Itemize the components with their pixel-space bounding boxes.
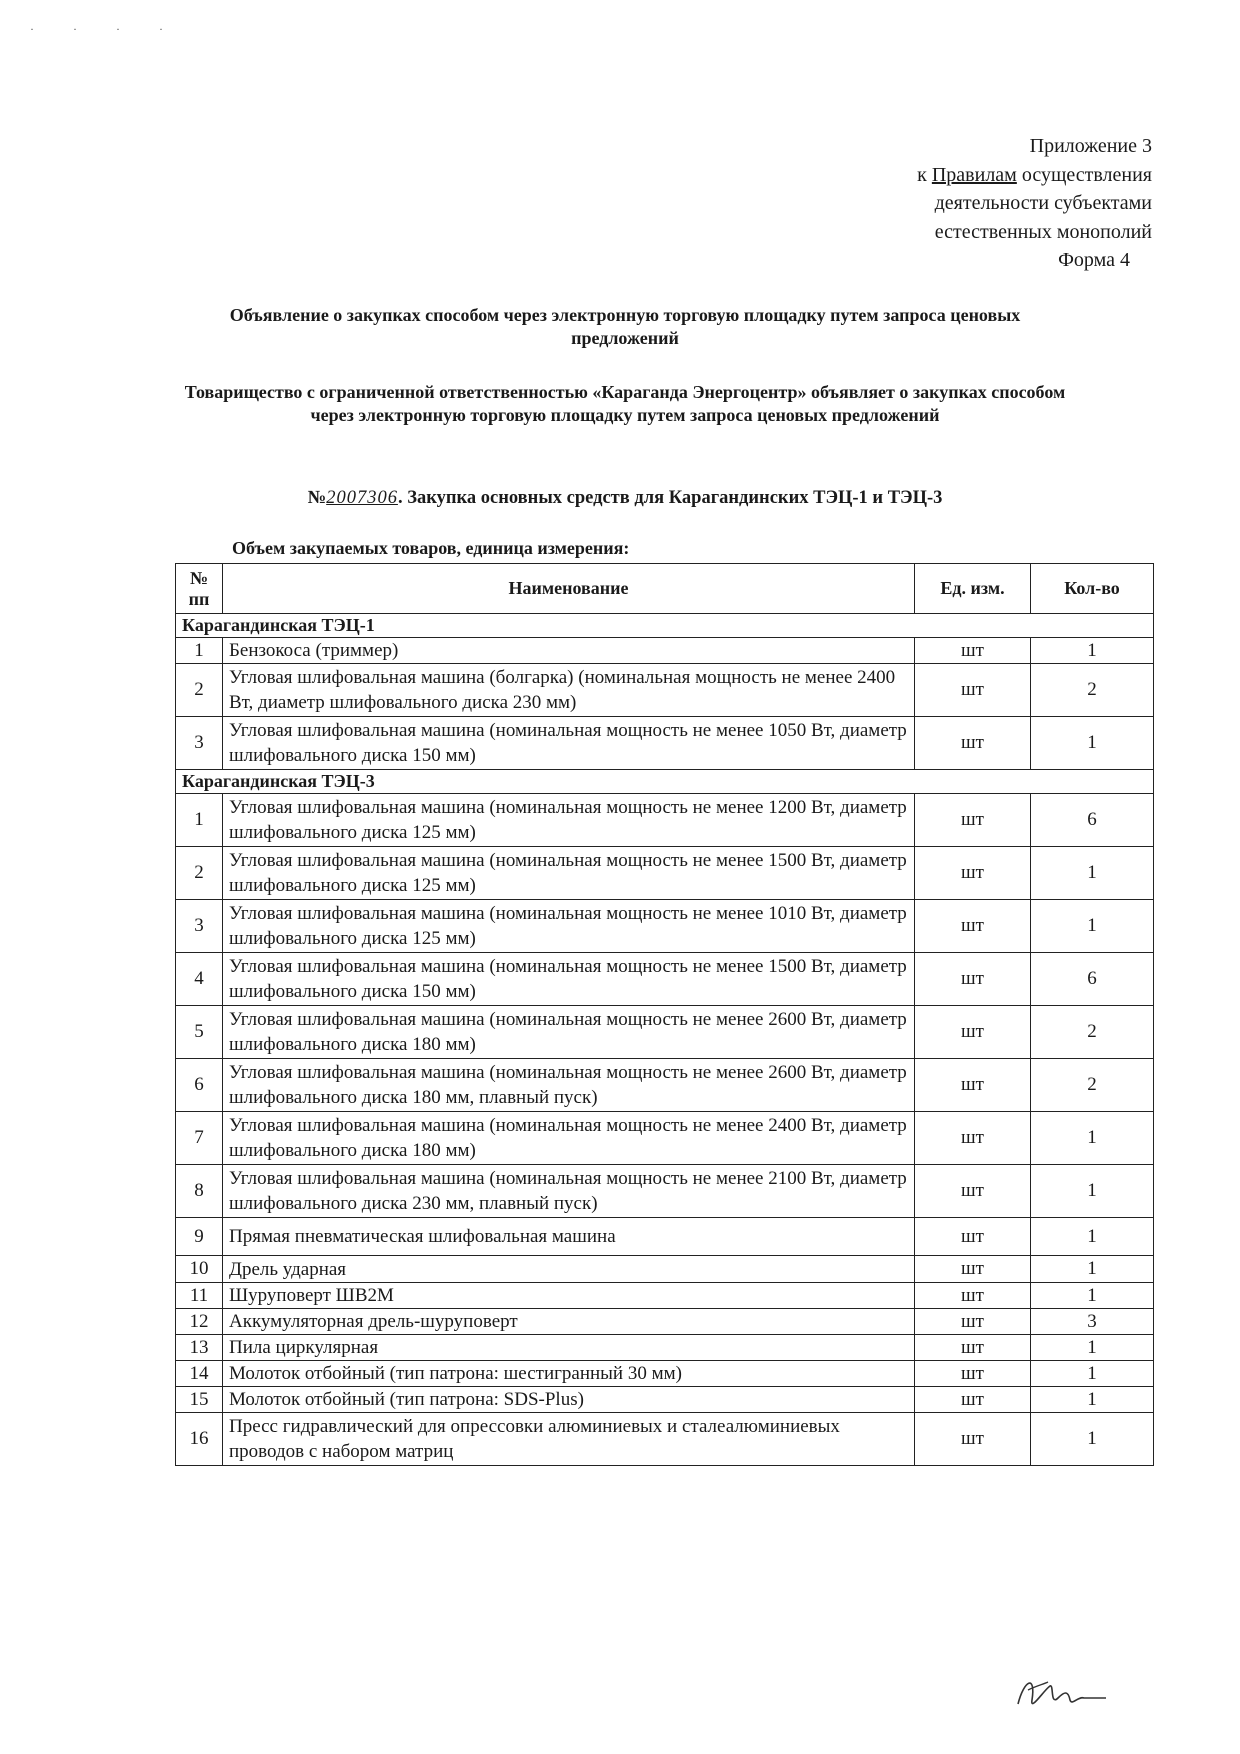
row-unit: шт xyxy=(915,717,1031,770)
table-row xyxy=(176,1283,1154,1309)
row-unit: шт xyxy=(915,1256,1031,1283)
row-qty: 2 xyxy=(1031,1059,1154,1112)
table-row xyxy=(176,794,1154,847)
appendix-line-2-prefix: к xyxy=(917,163,932,186)
row-unit: шт xyxy=(915,1335,1031,1361)
row-qty: 1 xyxy=(1031,847,1154,900)
row-name: Бензокоса (триммер) xyxy=(223,638,915,664)
row-qty: 6 xyxy=(1031,953,1154,1006)
row-qty: 1 xyxy=(1031,717,1154,770)
row-num: 11 xyxy=(176,1283,223,1309)
row-name: Шуруповерт ШВ2М xyxy=(223,1283,915,1309)
row-unit: шт xyxy=(915,1165,1031,1218)
row-unit: шт xyxy=(915,1112,1031,1165)
row-num: 14 xyxy=(176,1361,223,1387)
number-sign: № xyxy=(307,488,327,508)
row-name: Угловая шлифовальная машина (номинальная мощность не менее 2100 Вт, диаметр шлифовального диска 230 мм, плавный пуск) xyxy=(223,1165,915,1218)
row-qty: 1 xyxy=(1031,1361,1154,1387)
section-row-tec1 xyxy=(176,614,1154,638)
row-num: 1 xyxy=(176,638,223,664)
row-name: Угловая шлифовальная машина (номинальная мощность не менее 2600 Вт, диаметр шлифовального диска 180 мм) xyxy=(223,1006,915,1059)
row-qty: 2 xyxy=(1031,664,1154,717)
row-qty: 1 xyxy=(1031,1387,1154,1413)
form-number: Форма 4 xyxy=(1058,249,1130,271)
row-name: Молоток отбойный (тип патрона: шестигранный 30 мм) xyxy=(223,1361,915,1387)
header-qty: Кол-во xyxy=(1031,564,1154,614)
header-name: Наименование xyxy=(223,564,915,614)
row-num: 4 xyxy=(176,953,223,1006)
section-label-tec1: Карагандинская ТЭЦ-1 xyxy=(176,614,1154,638)
scan-artifact-dots: · · · · xyxy=(30,22,181,36)
table-row xyxy=(176,847,1154,900)
row-unit: шт xyxy=(915,1218,1031,1256)
header-unit: Ед. изм. xyxy=(915,564,1031,614)
row-qty: 6 xyxy=(1031,794,1154,847)
table-row xyxy=(176,638,1154,664)
table-row xyxy=(176,1112,1154,1165)
items-table xyxy=(175,563,1154,1466)
header-num: № пп xyxy=(176,564,223,614)
row-qty: 1 xyxy=(1031,1413,1154,1466)
table-row xyxy=(176,1218,1154,1256)
row-unit: шт xyxy=(915,1059,1031,1112)
row-unit: шт xyxy=(915,1006,1031,1059)
section-row-tec3 xyxy=(176,770,1154,794)
table-row xyxy=(176,1335,1154,1361)
table-row xyxy=(176,664,1154,717)
row-name: Молоток отбойный (тип патрона: SDS-Plus) xyxy=(223,1387,915,1413)
row-name: Аккумуляторная дрель-шуруповерт xyxy=(223,1309,915,1335)
table-row xyxy=(176,1006,1154,1059)
row-unit: шт xyxy=(915,1283,1031,1309)
row-num: 3 xyxy=(176,717,223,770)
table-row xyxy=(176,1413,1154,1466)
appendix-line-2 xyxy=(917,161,1152,190)
row-num: 10 xyxy=(176,1256,223,1283)
row-name: Угловая шлифовальная машина (номинальная мощность не менее 1050 Вт, диаметр шлифовального диска 150 мм) xyxy=(223,717,915,770)
table-row xyxy=(176,953,1154,1006)
row-qty: 1 xyxy=(1031,638,1154,664)
row-unit: шт xyxy=(915,900,1031,953)
row-num: 2 xyxy=(176,847,223,900)
row-name: Угловая шлифовальная машина (болгарка) (номинальная мощность не менее 2400 Вт, диаметр шлифовального диска 230 мм) xyxy=(223,664,915,717)
row-unit: шт xyxy=(915,1387,1031,1413)
row-qty: 1 xyxy=(1031,1218,1154,1256)
row-unit: шт xyxy=(915,664,1031,717)
row-unit: шт xyxy=(915,1309,1031,1335)
handwritten-procurement-number: 2007306 xyxy=(326,488,398,508)
row-qty: 1 xyxy=(1031,1112,1154,1165)
row-qty: 1 xyxy=(1031,1335,1154,1361)
row-unit: шт xyxy=(915,847,1031,900)
row-num: 6 xyxy=(176,1059,223,1112)
rules-link[interactable]: Правилам xyxy=(931,163,1017,186)
row-name: Угловая шлифовальная машина (номинальная мощность не менее 2600 Вт, диаметр шлифовального диска 180 мм, плавный пуск) xyxy=(223,1059,915,1112)
row-num: 2 xyxy=(176,664,223,717)
table-row xyxy=(176,1165,1154,1218)
appendix-header xyxy=(917,132,1152,275)
appendix-line-2-suffix: осуществления xyxy=(1016,163,1152,186)
row-unit: шт xyxy=(915,953,1031,1006)
row-num: 8 xyxy=(176,1165,223,1218)
procurement-subject: . Закупка основных средств для Карагандинских ТЭЦ-1 и ТЭЦ-3 xyxy=(397,488,943,508)
row-num: 13 xyxy=(176,1335,223,1361)
row-qty: 1 xyxy=(1031,1256,1154,1283)
row-name: Дрель ударная xyxy=(223,1256,915,1283)
row-qty: 1 xyxy=(1031,1283,1154,1309)
procurement-title xyxy=(175,487,1075,510)
table-row xyxy=(176,1059,1154,1112)
row-num: 16 xyxy=(176,1413,223,1466)
row-name: Пресс гидравлический для опрессовки алюминиевых и сталеалюминиевых проводов с набором матриц xyxy=(223,1413,915,1466)
row-name: Угловая шлифовальная машина (номинальная мощность не менее 1500 Вт, диаметр шлифовального диска 125 мм) xyxy=(223,847,915,900)
row-qty: 1 xyxy=(1031,900,1154,953)
table-row xyxy=(176,1361,1154,1387)
row-unit: шт xyxy=(915,1361,1031,1387)
handwritten-signature xyxy=(1010,1660,1120,1720)
table-body xyxy=(176,614,1154,1466)
table-row xyxy=(176,1309,1154,1335)
items-volume-heading: Объем закупаемых товаров, единица измерения: xyxy=(232,538,630,558)
row-num: 9 xyxy=(176,1218,223,1256)
row-name: Угловая шлифовальная машина (номинальная мощность не менее 1500 Вт, диаметр шлифовального диска 150 мм) xyxy=(223,953,915,1006)
row-unit: шт xyxy=(915,794,1031,847)
row-num: 5 xyxy=(176,1006,223,1059)
row-num: 1 xyxy=(176,794,223,847)
row-qty: 2 xyxy=(1031,1006,1154,1059)
row-name: Пила циркулярная xyxy=(223,1335,915,1361)
row-num: 12 xyxy=(176,1309,223,1335)
announcement-title: Объявление о закупках способом через электронную торговую площадку путем запроса ценовых предложений xyxy=(229,305,1021,348)
row-qty: 3 xyxy=(1031,1309,1154,1335)
row-num: 7 xyxy=(176,1112,223,1165)
appendix-line-3: деятельности субъектами xyxy=(934,192,1152,214)
row-name: Угловая шлифовальная машина (номинальная мощность не менее 1010 Вт, диаметр шлифовального диска 125 мм) xyxy=(223,900,915,953)
row-unit: шт xyxy=(915,1413,1031,1466)
table-row xyxy=(176,1256,1154,1283)
table-row xyxy=(176,900,1154,953)
row-name: Угловая шлифовальная машина (номинальная мощность не менее 1200 Вт, диаметр шлифовального диска 125 мм) xyxy=(223,794,915,847)
appendix-line-1: Приложение 3 xyxy=(1029,135,1152,157)
row-name: Угловая шлифовальная машина (номинальная мощность не менее 2400 Вт, диаметр шлифовального диска 180 мм) xyxy=(223,1112,915,1165)
table-row xyxy=(176,1387,1154,1413)
row-qty: 1 xyxy=(1031,1165,1154,1218)
table-row xyxy=(176,717,1154,770)
section-label-tec3: Карагандинская ТЭЦ-3 xyxy=(176,770,1154,794)
row-num: 15 xyxy=(176,1387,223,1413)
row-unit: шт xyxy=(915,638,1031,664)
appendix-line-4: естественных монополий xyxy=(934,220,1152,243)
table-header-row xyxy=(176,564,1154,614)
company-announcement: Товарищество с ограниченной ответственностью «Караганда Энергоцентр» объявляет о закупках способом через электронную торговую площадку путем запроса ценовых предложений xyxy=(184,382,1066,425)
row-name: Прямая пневматическая шлифовальная машина xyxy=(223,1218,915,1256)
row-num: 3 xyxy=(176,900,223,953)
